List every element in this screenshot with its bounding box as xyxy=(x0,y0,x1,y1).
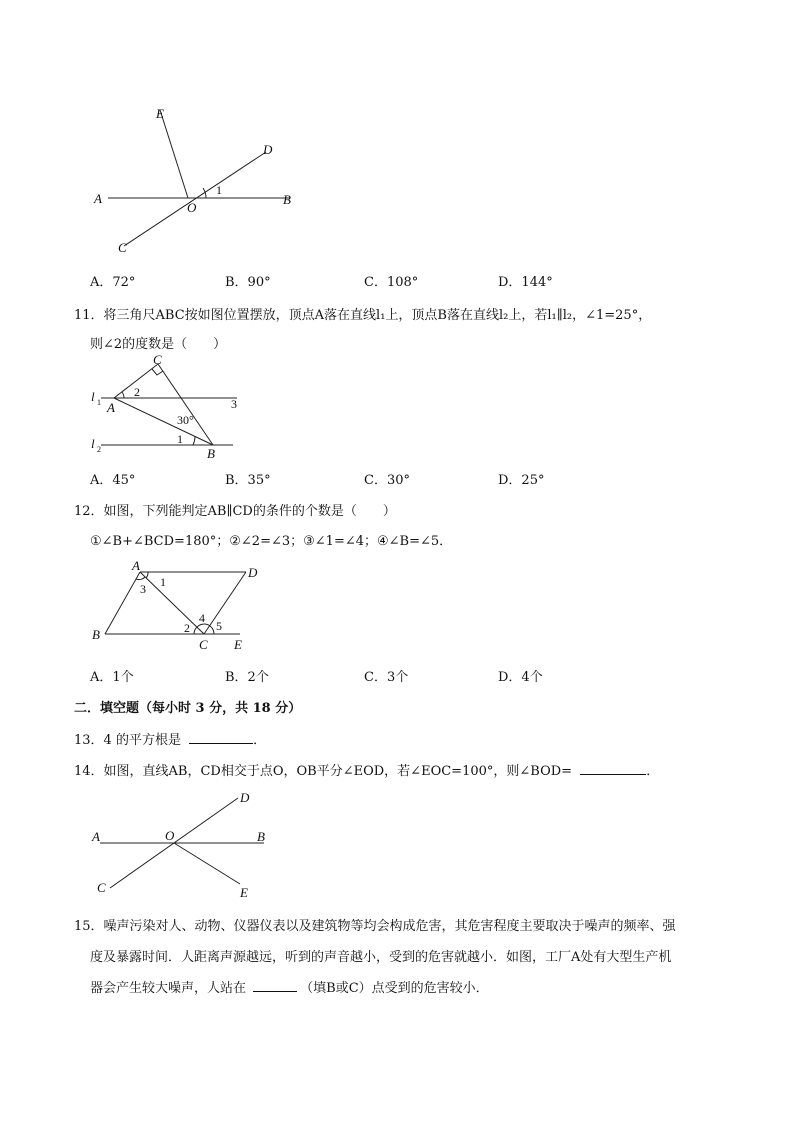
q11-option-b: B．35° xyxy=(225,473,271,488)
label-3: 3 xyxy=(231,397,237,411)
label-A: A xyxy=(107,400,115,415)
label-l1: l xyxy=(91,389,95,404)
label-O: O xyxy=(187,200,197,215)
angle-4-label: 4 xyxy=(199,611,205,625)
q11-line2: 则∠2的度数是（ ） xyxy=(90,337,227,352)
angle-2-label: 2 xyxy=(184,621,190,635)
angle-3-label: 3 xyxy=(140,582,146,596)
label-l2-sub: 2 xyxy=(97,445,101,454)
figure-q12 xyxy=(88,560,270,655)
angle-5-label: 5 xyxy=(216,619,222,633)
q10-option-a: A．72° xyxy=(90,275,136,290)
q14-end: ． xyxy=(646,764,660,779)
label-E: E xyxy=(234,637,242,652)
q15-line3-pre: 器会产生较大噪声，人站在 xyxy=(90,981,247,996)
q12-line2: ①∠B+∠BCD=180°；②∠2=∠3；③∠1=∠4；④∠B=∠5． xyxy=(90,534,453,549)
label-B: B xyxy=(257,829,265,844)
angle-30-label: 30° xyxy=(177,413,194,427)
q12-option-c: C．3个 xyxy=(364,670,409,685)
label-C: C xyxy=(118,240,127,255)
q10-option-d: D．144° xyxy=(498,275,553,290)
label-D: D xyxy=(263,142,273,157)
q14-text: 14．如图，直线AB，CD相交于点O，OB平分∠EOD，若∠EOC=100°，则∠BOD= xyxy=(74,764,573,779)
angle-1-label: 1 xyxy=(177,432,183,446)
label-C: C xyxy=(153,352,162,367)
label-E: E xyxy=(156,106,164,121)
figure-q14 xyxy=(88,788,278,903)
q15-answer-blank[interactable] xyxy=(253,979,297,992)
label-C: C xyxy=(97,880,106,895)
figure-q10 xyxy=(80,100,310,260)
label-B: B xyxy=(283,192,291,207)
angle-2-label: 2 xyxy=(134,385,140,399)
q15-line3 xyxy=(90,977,489,996)
label-l1-sub: 1 xyxy=(97,398,101,407)
label-A: A xyxy=(92,829,100,844)
q14-answer-blank[interactable] xyxy=(580,762,646,775)
q15-line3-post: （填B或C）点受到的危害较小． xyxy=(300,981,489,996)
label-E: E xyxy=(240,885,248,900)
label-C: C xyxy=(199,637,208,652)
label-l2: l xyxy=(91,436,95,451)
label-D: D xyxy=(248,565,258,580)
q12-option-a: A．1个 xyxy=(90,670,134,685)
label-A: A xyxy=(94,191,102,206)
q11-option-c: C．30° xyxy=(364,473,410,488)
q13-answer-blank[interactable] xyxy=(189,731,253,744)
q13-text: 13．4 的平方根是 xyxy=(74,733,181,748)
label-O: O xyxy=(165,828,175,843)
q14 xyxy=(74,760,659,779)
label-A: A xyxy=(132,560,140,573)
q10-option-c: C．108° xyxy=(364,275,419,290)
q12-option-d: D．4个 xyxy=(498,670,543,685)
q10-option-b: B．90° xyxy=(225,275,271,290)
q15-line1: 15．噪声污染对人、动物、仪器仪表以及建筑物等均会构成危害，其危害程度主要取决于噪声的频率、强 xyxy=(74,919,676,934)
q12-option-b: B．2个 xyxy=(225,670,269,685)
q11-line1: 11．将三角尺ABC按如图位置摆放，顶点A落在直线l₁上，顶点B落在直线l₂上，若l₁∥l₂，∠1=25°， xyxy=(74,308,652,323)
label-B: B xyxy=(207,446,215,461)
q11-option-d: D．25° xyxy=(498,473,545,488)
section-2-heading: 二．填空题（每小时 3 分，共 18 分） xyxy=(74,701,302,716)
angle-1-label: 1 xyxy=(160,575,166,589)
figure-q11 xyxy=(85,352,255,464)
angle-1-label: 1 xyxy=(216,183,222,197)
q13 xyxy=(74,729,266,748)
q13-end: ． xyxy=(253,733,267,748)
q12-line1: 12．如图，下列能判定AB∥CD的条件的个数是（ ） xyxy=(74,504,396,519)
q11-option-a: A．45° xyxy=(90,473,136,488)
label-B: B xyxy=(92,627,100,642)
label-D: D xyxy=(240,790,250,805)
q15-line2: 度及暴露时间．人距离声源越远，听到的声音越小，受到的危害就越小．如图，工厂A处有大型生产机 xyxy=(90,950,672,965)
